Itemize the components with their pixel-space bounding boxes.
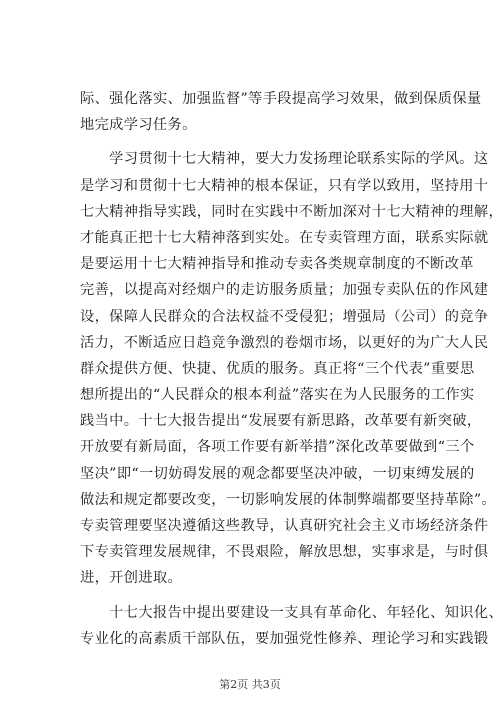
text-line: 进，开创进取。 xyxy=(80,570,183,587)
text-line: 七大精神指导实践，同时在实践中不断加深对十七大精神的理解， xyxy=(80,203,503,220)
text-line: 专业化的高素质干部队伍，要加强党性修养、理论学习和实践锻 xyxy=(80,630,489,647)
text-line: 是要运用十七大精神指导和推动专卖各类规章制度的不断改革 xyxy=(80,256,474,273)
text-line: 才能真正把十七大精神落到实处。在专卖管理方面，联系实际就 xyxy=(80,229,489,246)
text-line: 学习贯彻十七大精神，要大力发扬理论联系实际的学风。这 xyxy=(80,151,489,168)
text-line: 设，保障人民群众的合法权益不受侵犯；增强局（公司）的竞争 xyxy=(80,308,489,325)
text-line: 坚决”即“一切妨碍发展的观念都要坚决冲破，一切束缚发展的 xyxy=(80,465,475,482)
text-line: 是学习和贯彻十七大精神的根本保证，只有学以致用，坚持用十 xyxy=(80,177,489,194)
body-text xyxy=(80,86,503,652)
text-line: 下专卖管理发展规律，不畏艰险，解放思想，实事求是，与时俱 xyxy=(80,544,489,561)
text-line: 践当中。十七大报告提出“发展要有新思路，改革要有新突破， xyxy=(80,413,482,430)
text-line: 想所提出的“人民群众的根本利益”落实在为人民服务的工作实 xyxy=(80,387,475,404)
text-line: 十七大报告中提出要建设一支具有革命化、年轻化、知识化、 xyxy=(80,604,503,621)
text-line: 专卖管理要坚决遵循这些教导，认真研究社会主义市场经济条件 xyxy=(80,518,489,534)
text-line: 群众提供方便、快捷、优质的服务。真正将“三个代表”重要思 xyxy=(80,360,475,377)
text-line: 开放要有新局面，各项工作要有新举措”深化改革要做到“三个 xyxy=(80,439,475,456)
text-line: 完善，以提高对经烟户的走访服务质量；加强专卖队伍的作风建 xyxy=(80,282,489,299)
page-number: 第2页 共3页 xyxy=(219,678,281,691)
text-line: 际、强化落实、加强监督”等手段提高学习效果，做到保质保量 xyxy=(80,91,482,107)
text-line: 活力，不断适应日趋竞争激烈的卷烟市场，以更好的为广大人民 xyxy=(80,334,489,351)
text-line: 地完成学习任务。 xyxy=(80,117,197,134)
text-line: 做法和规定都要改变，一切影响发展的体制弊端都要坚持革除”。 xyxy=(80,491,497,508)
